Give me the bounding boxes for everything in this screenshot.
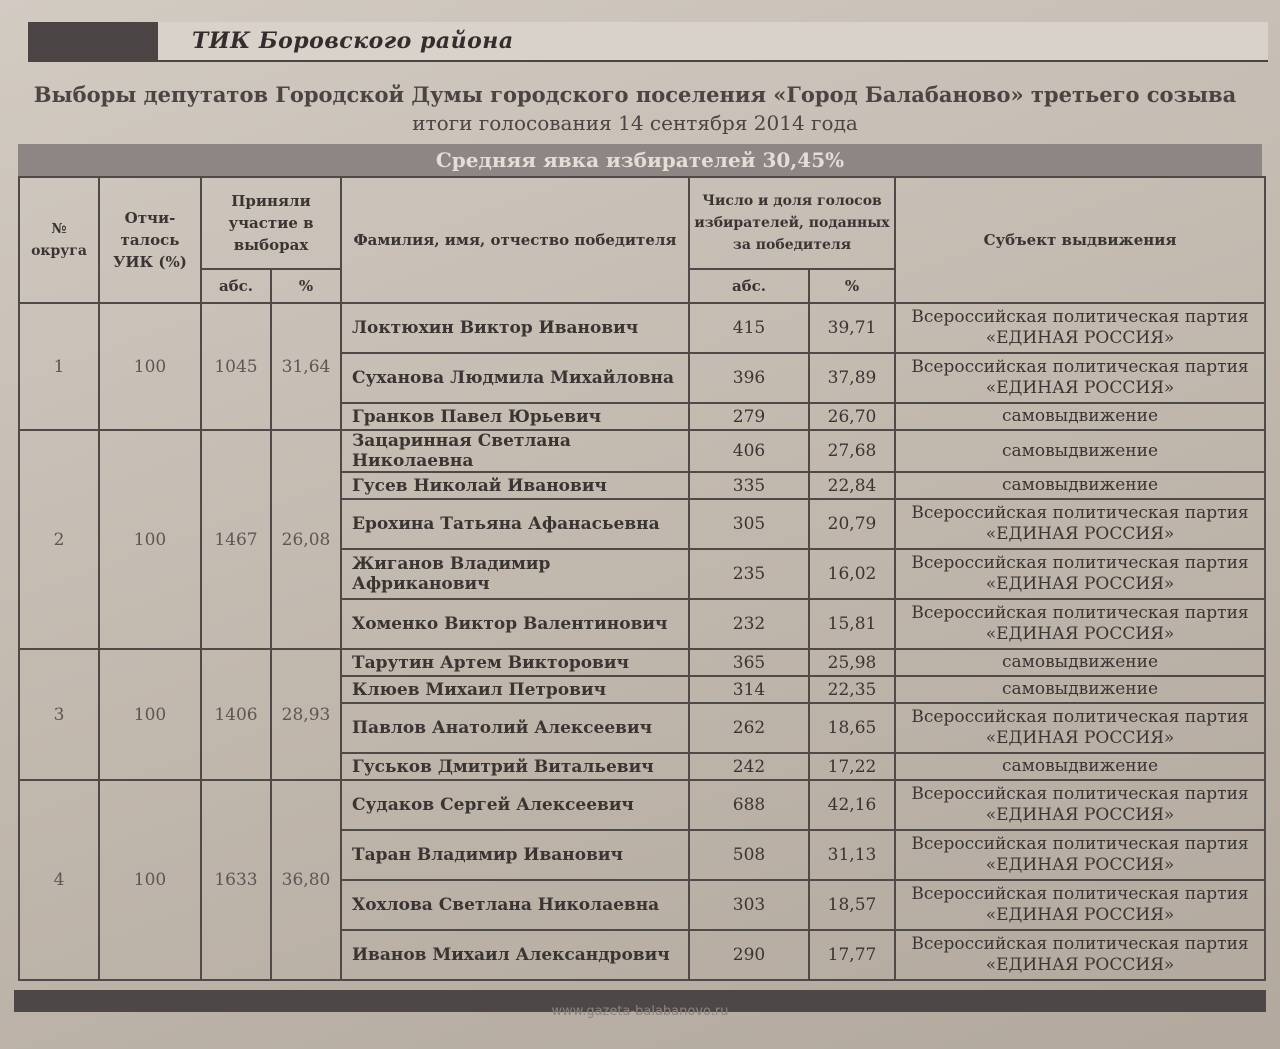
winner-name: Локтюхин Виктор Иванович [341, 303, 689, 353]
nominator-line2: «ЕДИНАЯ РОССИЯ» [985, 624, 1175, 644]
nominator-line1: Всероссийская политическая партия [911, 307, 1249, 327]
nominator-line2: «ЕДИНАЯ РОССИЯ» [985, 328, 1175, 348]
district-participated-pct: 36,80 [271, 780, 341, 980]
table-row [19, 430, 1265, 472]
district-participated-abs: 1406 [201, 649, 271, 780]
winner-votes: 303 [689, 880, 809, 930]
nominator-line1: самовыдвижение [1002, 440, 1159, 461]
district-number: 2 [19, 430, 99, 649]
winner-share: 17,22 [809, 753, 895, 780]
nominator-line1: самовыдвижение [1002, 756, 1159, 776]
winner-nominator [895, 303, 1265, 353]
district-participated-pct: 28,93 [271, 649, 341, 780]
winner-share: 22,84 [809, 472, 895, 499]
nominator-line2: «ЕДИНАЯ РОССИЯ» [985, 524, 1175, 544]
winner-share: 31,13 [809, 830, 895, 880]
winner-name: Павлов Анатолий Алексеевич [341, 703, 689, 753]
nominator-line1: Всероссийская политическая партия [911, 884, 1249, 904]
district-participated-abs: 1633 [201, 780, 271, 980]
winner-nominator [895, 930, 1265, 980]
winner-votes: 242 [689, 753, 809, 780]
district-participated-pct: 26,08 [271, 430, 341, 649]
table-row [19, 649, 1265, 676]
header-votes-pct: % [809, 269, 895, 303]
nominator-line1: Всероссийская политическая партия [911, 553, 1249, 573]
winner-votes: 290 [689, 930, 809, 980]
header-participated: Приняли участие в выборах [201, 177, 341, 269]
nominator-line1: самовыдвижение [1002, 475, 1159, 495]
nominator-line1: Всероссийская политическая партия [911, 784, 1249, 804]
document-subtitle: итоги голосования 14 сентября 2014 года [412, 111, 858, 135]
header-reported: Отчи-талось УИК (%) [99, 177, 201, 303]
winner-share: 42,16 [809, 780, 895, 830]
header-votes-abs: абс. [689, 269, 809, 303]
nominator-line1: самовыдвижение [1002, 652, 1159, 672]
district-participated-abs: 1045 [201, 303, 271, 430]
winner-share: 18,65 [809, 703, 895, 753]
winner-name: Зацаринная Светлана Николаевна [341, 430, 689, 472]
winner-name: Судаков Сергей Алексеевич [341, 780, 689, 830]
winner-name: Хоменко Виктор Валентинович [341, 599, 689, 649]
winner-name: Иванов Михаил Александрович [341, 930, 689, 980]
winner-nominator [895, 499, 1265, 549]
district-number: 1 [19, 303, 99, 430]
nominator-line2: «ЕДИНАЯ РОССИЯ» [985, 805, 1175, 825]
nominator-line1: Всероссийская политическая партия [911, 603, 1249, 623]
header-district: № округа [19, 177, 99, 303]
winner-share: 37,89 [809, 353, 895, 403]
winner-share: 26,70 [809, 403, 895, 430]
table-row [19, 303, 1265, 353]
results-body [19, 303, 1265, 980]
winner-nominator [895, 676, 1265, 703]
results-table [18, 176, 1266, 981]
nominator-line1: Всероссийская политическая партия [911, 503, 1249, 523]
winner-name: Тарутин Артем Викторович [341, 649, 689, 676]
winner-votes: 335 [689, 472, 809, 499]
winner-name: Гуськов Дмитрий Витальевич [341, 753, 689, 780]
winner-votes: 235 [689, 549, 809, 599]
winner-share: 22,35 [809, 676, 895, 703]
winner-votes: 279 [689, 403, 809, 430]
winner-name: Гусев Николай Иванович [341, 472, 689, 499]
winner-name: Клюев Михаил Петрович [341, 676, 689, 703]
district-number: 4 [19, 780, 99, 980]
winner-nominator [895, 703, 1265, 753]
winner-name: Гранков Павел Юрьевич [341, 403, 689, 430]
winner-votes: 415 [689, 303, 809, 353]
turnout-text: Средняя явка избирателей 30,45% [435, 148, 845, 172]
table-row [19, 780, 1265, 830]
header-nominator: Субъект выдвижения [895, 177, 1265, 303]
winner-nominator [895, 353, 1265, 403]
winner-nominator [895, 880, 1265, 930]
winner-name: Суханова Людмила Михайловна [341, 353, 689, 403]
district-participated-abs: 1467 [201, 430, 271, 649]
winner-share: 20,79 [809, 499, 895, 549]
winner-votes: 365 [689, 649, 809, 676]
header-votes: Число и доля голосов избирателей, поданных за победителя [689, 177, 895, 269]
winner-nominator [895, 430, 1265, 472]
winner-name: Таран Владимир Иванович [341, 830, 689, 880]
nominator-line1: Всероссийская политическая партия [911, 707, 1249, 727]
section-title: ТИК Боровского района [192, 28, 514, 54]
nominator-line1: самовыдвижение [1002, 679, 1159, 699]
winner-nominator [895, 549, 1265, 599]
district-number: 3 [19, 649, 99, 780]
nominator-line1: Всероссийская политическая партия [911, 357, 1249, 377]
winner-share: 15,81 [809, 599, 895, 649]
header-tab [158, 22, 1268, 62]
winner-share: 27,68 [809, 430, 895, 472]
district-participated-pct: 31,64 [271, 303, 341, 430]
winner-name: Ерохина Татьяна Афанасьевна [341, 499, 689, 549]
winner-share: 17,77 [809, 930, 895, 980]
winner-votes: 688 [689, 780, 809, 830]
nominator-line2: «ЕДИНАЯ РОССИЯ» [985, 378, 1175, 398]
winner-votes: 262 [689, 703, 809, 753]
nominator-line2: «ЕДИНАЯ РОССИЯ» [985, 728, 1175, 748]
winner-nominator [895, 472, 1265, 499]
nominator-line1: самовыдвижение [1002, 406, 1159, 426]
district-reported: 100 [99, 430, 201, 649]
nominator-line2: «ЕДИНАЯ РОССИЯ» [985, 955, 1175, 975]
winner-votes: 305 [689, 499, 809, 549]
turnout-bar [18, 144, 1262, 176]
winner-share: 16,02 [809, 549, 895, 599]
winner-name: Хохлова Светлана Николаевна [341, 880, 689, 930]
winner-nominator [895, 403, 1265, 430]
header-winner: Фамилия, имя, отчество победителя [341, 177, 689, 303]
nominator-line2: «ЕДИНАЯ РОССИЯ» [985, 855, 1175, 875]
winner-name: Жиганов Владимир Африканович [341, 549, 689, 599]
winner-votes: 406 [689, 430, 809, 472]
winner-nominator [895, 780, 1265, 830]
winner-votes: 508 [689, 830, 809, 880]
district-reported: 100 [99, 780, 201, 980]
winner-votes: 232 [689, 599, 809, 649]
winner-votes: 314 [689, 676, 809, 703]
header-participated-abs: абс. [201, 269, 271, 303]
winner-nominator [895, 649, 1265, 676]
footer-url: www.gazeta-balabanovo.ru [551, 1004, 729, 1019]
district-reported: 100 [99, 303, 201, 430]
district-reported: 100 [99, 649, 201, 780]
nominator-line2: «ЕДИНАЯ РОССИЯ» [985, 905, 1175, 925]
winner-share: 39,71 [809, 303, 895, 353]
winner-share: 25,98 [809, 649, 895, 676]
winner-nominator [895, 753, 1265, 780]
winner-share: 18,57 [809, 880, 895, 930]
nominator-line2: «ЕДИНАЯ РОССИЯ» [985, 574, 1175, 594]
header-participated-pct: % [271, 269, 341, 303]
nominator-line1: Всероссийская политическая партия [911, 834, 1249, 854]
winner-votes: 396 [689, 353, 809, 403]
document-title: Выборы депутатов Городской Думы городского поселения «Город Балабаново» третьего созыва [33, 82, 1237, 107]
nominator-line1: Всероссийская политическая партия [911, 934, 1249, 954]
winner-nominator [895, 830, 1265, 880]
winner-nominator [895, 599, 1265, 649]
